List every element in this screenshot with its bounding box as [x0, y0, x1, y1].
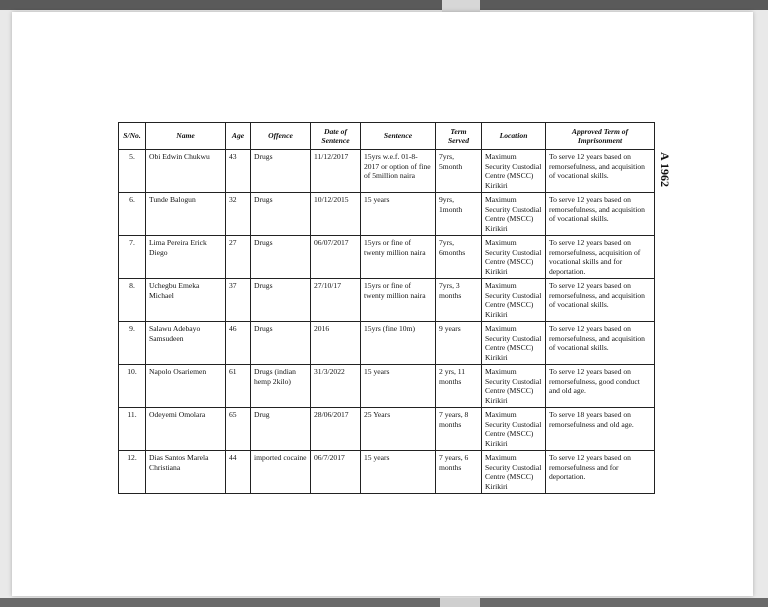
cell-sno: 9. — [119, 322, 146, 365]
cell-term-served: 7yrs, 5month — [436, 150, 482, 193]
cell-date: 11/12/2017 — [311, 150, 361, 193]
header-offence: Offence — [251, 123, 311, 150]
cell-name: Lima Pereira Erick Diego — [146, 236, 226, 279]
cell-offence: imported cocaine — [251, 451, 311, 494]
cell-approved-term: To serve 12 years based on remorsefulness, and acquisition of vocational skills. — [546, 193, 655, 236]
cell-approved-term: To serve 12 years based on remorsefulness, and acquisition of vocational skills. — [546, 322, 655, 365]
table-row — [119, 150, 655, 193]
cell-sno: 5. — [119, 150, 146, 193]
cell-sentence: 15 years — [361, 365, 436, 408]
table-row — [119, 408, 655, 451]
cell-date: 2016 — [311, 322, 361, 365]
cell-date: 27/10/17 — [311, 279, 361, 322]
cell-age: 43 — [226, 150, 251, 193]
cell-age: 37 — [226, 279, 251, 322]
cell-approved-term: To serve 12 years based on remorsefulness, good conduct and old age. — [546, 365, 655, 408]
cell-sentence: 15 years — [361, 451, 436, 494]
cell-sentence: 15yrs or fine of twenty million naira — [361, 279, 436, 322]
cell-location: Maximum Security Custodial Centre (MSCC) Kirikiri — [482, 322, 546, 365]
cell-term-served: 9yrs, 1month — [436, 193, 482, 236]
cell-approved-term: To serve 12 years based on remorsefulness, and acquisition of vocational skills. — [546, 279, 655, 322]
table-row — [119, 451, 655, 494]
cell-name: Odeyemi Omolara — [146, 408, 226, 451]
header-sno: S/No. — [119, 123, 146, 150]
cell-date: 31/3/2022 — [311, 365, 361, 408]
header-date: Date of Sentence — [311, 123, 361, 150]
header-age: Age — [226, 123, 251, 150]
table-row — [119, 279, 655, 322]
table-header-row — [119, 123, 655, 150]
cell-sno: 11. — [119, 408, 146, 451]
cell-name: Dias Santos Marela Christiana — [146, 451, 226, 494]
cell-location: Maximum Security Custodial Centre (MSCC) Kirikiri — [482, 451, 546, 494]
cell-age: 44 — [226, 451, 251, 494]
cell-name: Obi Edwin Chukwu — [146, 150, 226, 193]
cell-term-served: 7yrs, 6months — [436, 236, 482, 279]
cell-sentence: 15yrs w.e.f. 01-8-2017 or option of fine of 5million naira — [361, 150, 436, 193]
cell-approved-term: To serve 12 years based on remorsefulness and for deportation. — [546, 451, 655, 494]
cell-date: 28/06/2017 — [311, 408, 361, 451]
table-row — [119, 193, 655, 236]
header-name: Name — [146, 123, 226, 150]
cell-location: Maximum Security Custodial Centre (MSCC) Kirikiri — [482, 365, 546, 408]
cell-sentence: 15yrs or fine of twenty million naira — [361, 236, 436, 279]
cell-age: 65 — [226, 408, 251, 451]
cell-sno: 12. — [119, 451, 146, 494]
header-approved-term: Approved Term of Imprisonment — [546, 123, 655, 150]
cell-location: Maximum Security Custodial Centre (MSCC) Kirikiri — [482, 150, 546, 193]
prisoners-table — [118, 122, 655, 494]
cell-offence: Drugs (indian hemp 2kilo) — [251, 365, 311, 408]
header-sentence: Sentence — [361, 123, 436, 150]
cell-location: Maximum Security Custodial Centre (MSCC) Kirikiri — [482, 408, 546, 451]
cell-age: 32 — [226, 193, 251, 236]
cell-term-served: 7yrs, 3 months — [436, 279, 482, 322]
viewer-top-tab[interactable] — [442, 0, 480, 12]
cell-approved-term: To serve 18 years based on remorsefulness and old age. — [546, 408, 655, 451]
cell-sentence: 15 years — [361, 193, 436, 236]
cell-term-served: 7 years, 8 months — [436, 408, 482, 451]
cell-offence: Drugs — [251, 236, 311, 279]
viewer-top-bar — [0, 0, 768, 10]
cell-sentence: 15yrs (fine 10m) — [361, 322, 436, 365]
cell-name: Salawu Adebayo Samsudeen — [146, 322, 226, 365]
cell-location: Maximum Security Custodial Centre (MSCC) Kirikiri — [482, 279, 546, 322]
cell-name: Napolo Osariemen — [146, 365, 226, 408]
cell-sentence: 25 Years — [361, 408, 436, 451]
cell-offence: Drugs — [251, 150, 311, 193]
cell-name: Tunde Balogun — [146, 193, 226, 236]
page-number: A 1962 — [658, 152, 672, 188]
table-row — [119, 322, 655, 365]
cell-term-served: 2 yrs, 11 months — [436, 365, 482, 408]
cell-date: 10/12/2015 — [311, 193, 361, 236]
cell-location: Maximum Security Custodial Centre (MSCC) Kirikiri — [482, 236, 546, 279]
cell-sno: 6. — [119, 193, 146, 236]
cell-age: 27 — [226, 236, 251, 279]
cell-date: 06/7/2017 — [311, 451, 361, 494]
table-row — [119, 365, 655, 408]
cell-offence: Drug — [251, 408, 311, 451]
cell-offence: Drugs — [251, 322, 311, 365]
cell-age: 46 — [226, 322, 251, 365]
cell-sno: 7. — [119, 236, 146, 279]
viewer-bottom-tab[interactable] — [440, 598, 480, 607]
table-row — [119, 236, 655, 279]
cell-location: Maximum Security Custodial Centre (MSCC) Kirikiri — [482, 193, 546, 236]
header-location: Location — [482, 123, 546, 150]
cell-sno: 10. — [119, 365, 146, 408]
cell-term-served: 9 years — [436, 322, 482, 365]
cell-name: Uchegbu Emeka Michael — [146, 279, 226, 322]
cell-sno: 8. — [119, 279, 146, 322]
viewer-bottom-bar — [0, 598, 768, 607]
cell-term-served: 7 years, 6 months — [436, 451, 482, 494]
header-term-served: Term Served — [436, 123, 482, 150]
cell-date: 06/07/2017 — [311, 236, 361, 279]
cell-offence: Drugs — [251, 193, 311, 236]
cell-age: 61 — [226, 365, 251, 408]
cell-approved-term: To serve 12 years based on remorsefulness, acquisition of vocational skills and for deportation. — [546, 236, 655, 279]
cell-approved-term: To serve 12 years based on remorsefulness, and acquisition of vocational skills. — [546, 150, 655, 193]
cell-offence: Drugs — [251, 279, 311, 322]
